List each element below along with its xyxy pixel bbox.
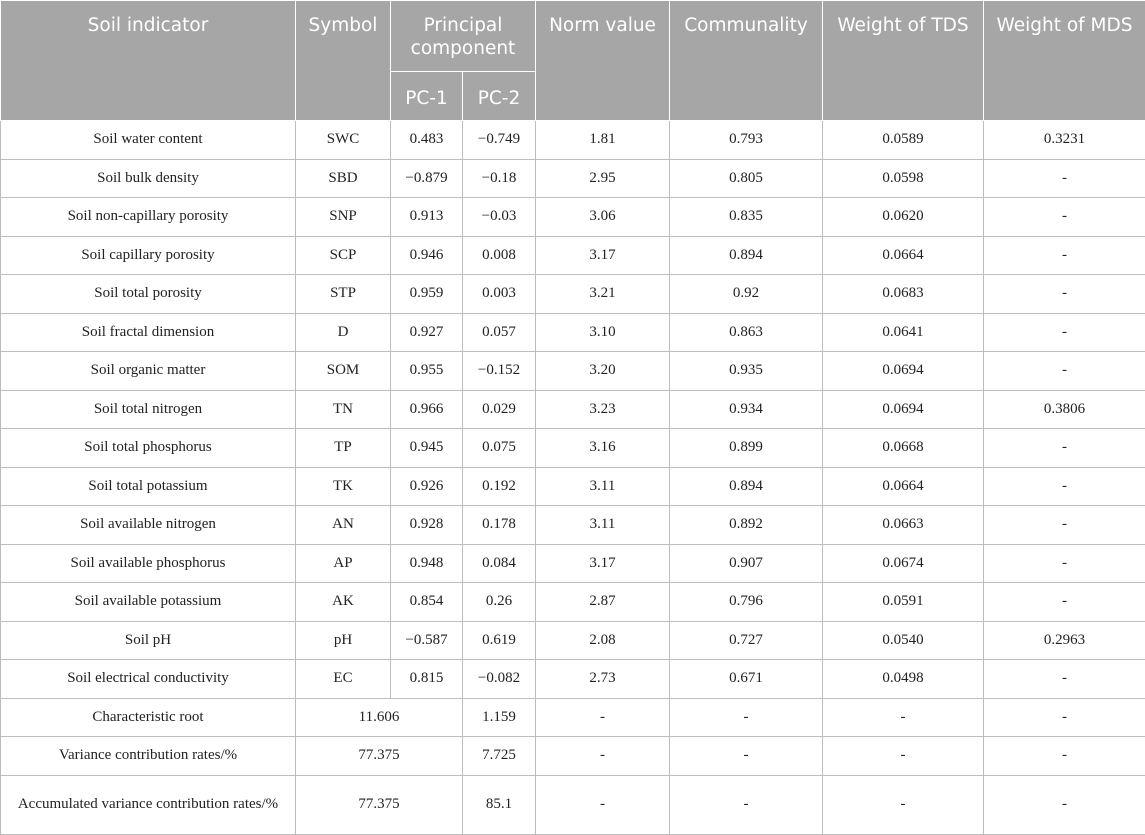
summary-label-cell: Accumulated variance contribution rates/% bbox=[1, 775, 296, 834]
summary-mds-cell: - bbox=[984, 775, 1145, 834]
table-row bbox=[1, 467, 1145, 506]
norm-value-cell: 3.06 bbox=[536, 198, 670, 237]
pc1-cell: 0.966 bbox=[391, 390, 463, 429]
summary-communality-cell: - bbox=[670, 775, 823, 834]
table-body bbox=[1, 121, 1145, 835]
indicator-cell: Soil capillary porosity bbox=[1, 236, 296, 275]
table-row bbox=[1, 275, 1145, 314]
summary-pc2-cell: 85.1 bbox=[463, 775, 536, 834]
header-principal-component: Principal component bbox=[391, 1, 536, 72]
weight-tds-cell: 0.0664 bbox=[823, 467, 984, 506]
communality-cell: 0.863 bbox=[670, 313, 823, 352]
norm-value-cell: 1.81 bbox=[536, 121, 670, 160]
pc2-cell: 0.619 bbox=[463, 621, 536, 660]
symbol-cell: SBD bbox=[296, 159, 391, 198]
norm-value-cell: 2.95 bbox=[536, 159, 670, 198]
weight-mds-cell: - bbox=[984, 660, 1145, 699]
weight-tds-cell: 0.0694 bbox=[823, 352, 984, 391]
indicator-cell: Soil fractal dimension bbox=[1, 313, 296, 352]
pc1-cell: 0.946 bbox=[391, 236, 463, 275]
summary-norm-cell: - bbox=[536, 737, 670, 776]
weight-tds-cell: 0.0620 bbox=[823, 198, 984, 237]
pc1-cell: 0.815 bbox=[391, 660, 463, 699]
pc1-cell: 0.854 bbox=[391, 583, 463, 622]
summary-norm-cell: - bbox=[536, 698, 670, 737]
pc1-cell: 0.945 bbox=[391, 429, 463, 468]
pc1-cell: 0.959 bbox=[391, 275, 463, 314]
weight-mds-cell: - bbox=[984, 467, 1145, 506]
norm-value-cell: 3.11 bbox=[536, 506, 670, 545]
summary-tds-cell: - bbox=[823, 775, 984, 834]
norm-value-cell: 3.10 bbox=[536, 313, 670, 352]
communality-cell: 0.935 bbox=[670, 352, 823, 391]
communality-cell: 0.835 bbox=[670, 198, 823, 237]
pc2-cell: 0.057 bbox=[463, 313, 536, 352]
header-soil-indicator: Soil indicator bbox=[1, 1, 296, 121]
pc2-cell: 0.003 bbox=[463, 275, 536, 314]
table-row bbox=[1, 313, 1145, 352]
summary-pc2-cell: 1.159 bbox=[463, 698, 536, 737]
pc2-cell: 0.008 bbox=[463, 236, 536, 275]
indicator-cell: Soil available potassium bbox=[1, 583, 296, 622]
pc2-cell: 0.26 bbox=[463, 583, 536, 622]
summary-norm-cell: - bbox=[536, 775, 670, 834]
pc1-cell: 0.913 bbox=[391, 198, 463, 237]
communality-cell: 0.805 bbox=[670, 159, 823, 198]
pc1-cell: 0.948 bbox=[391, 544, 463, 583]
norm-value-cell: 3.23 bbox=[536, 390, 670, 429]
symbol-cell: AN bbox=[296, 506, 391, 545]
pc1-cell: 0.955 bbox=[391, 352, 463, 391]
communality-cell: 0.894 bbox=[670, 467, 823, 506]
communality-cell: 0.793 bbox=[670, 121, 823, 160]
header-communality: Communality bbox=[670, 1, 823, 121]
indicator-cell: Soil total phosphorus bbox=[1, 429, 296, 468]
weight-tds-cell: 0.0668 bbox=[823, 429, 984, 468]
header-pc2: PC-2 bbox=[463, 72, 536, 121]
pc1-cell: −0.879 bbox=[391, 159, 463, 198]
header-weight-mds: Weight of MDS bbox=[984, 1, 1145, 121]
summary-pc1-cell: 77.375 bbox=[296, 775, 463, 834]
communality-cell: 0.796 bbox=[670, 583, 823, 622]
communality-cell: 0.907 bbox=[670, 544, 823, 583]
table-row bbox=[1, 236, 1145, 275]
table-row bbox=[1, 352, 1145, 391]
weight-mds-cell: - bbox=[984, 506, 1145, 545]
summary-tds-cell: - bbox=[823, 737, 984, 776]
pc1-cell: 0.483 bbox=[391, 121, 463, 160]
weight-mds-cell: - bbox=[984, 429, 1145, 468]
indicator-cell: Soil electrical conductivity bbox=[1, 660, 296, 699]
communality-cell: 0.92 bbox=[670, 275, 823, 314]
weight-tds-cell: 0.0641 bbox=[823, 313, 984, 352]
symbol-cell: SNP bbox=[296, 198, 391, 237]
communality-cell: 0.727 bbox=[670, 621, 823, 660]
table-row bbox=[1, 660, 1145, 699]
weight-mds-cell: 0.3806 bbox=[984, 390, 1145, 429]
weight-tds-cell: 0.0589 bbox=[823, 121, 984, 160]
weight-mds-cell: - bbox=[984, 313, 1145, 352]
norm-value-cell: 3.16 bbox=[536, 429, 670, 468]
summary-pc2-cell: 7.725 bbox=[463, 737, 536, 776]
symbol-cell: SCP bbox=[296, 236, 391, 275]
summary-row bbox=[1, 737, 1145, 776]
communality-cell: 0.671 bbox=[670, 660, 823, 699]
pc2-cell: 0.192 bbox=[463, 467, 536, 506]
summary-mds-cell: - bbox=[984, 737, 1145, 776]
header-norm-value: Norm value bbox=[536, 1, 670, 121]
indicator-cell: Soil pH bbox=[1, 621, 296, 660]
pc2-cell: −0.152 bbox=[463, 352, 536, 391]
weight-mds-cell: - bbox=[984, 198, 1145, 237]
indicator-cell: Soil total potassium bbox=[1, 467, 296, 506]
indicator-cell: Soil total porosity bbox=[1, 275, 296, 314]
pc2-cell: −0.03 bbox=[463, 198, 536, 237]
table-row bbox=[1, 390, 1145, 429]
communality-cell: 0.934 bbox=[670, 390, 823, 429]
weight-tds-cell: 0.0683 bbox=[823, 275, 984, 314]
weight-mds-cell: 0.2963 bbox=[984, 621, 1145, 660]
summary-row bbox=[1, 775, 1145, 834]
weight-tds-cell: 0.0498 bbox=[823, 660, 984, 699]
weight-mds-cell: - bbox=[984, 352, 1145, 391]
indicator-cell: Soil total nitrogen bbox=[1, 390, 296, 429]
pc2-cell: −0.18 bbox=[463, 159, 536, 198]
weight-mds-cell: - bbox=[984, 544, 1145, 583]
pc1-cell: 0.927 bbox=[391, 313, 463, 352]
weight-mds-cell: - bbox=[984, 236, 1145, 275]
header-symbol: Symbol bbox=[296, 1, 391, 121]
symbol-cell: SWC bbox=[296, 121, 391, 160]
weight-mds-cell: 0.3231 bbox=[984, 121, 1145, 160]
table-row bbox=[1, 159, 1145, 198]
pc1-cell: 0.926 bbox=[391, 467, 463, 506]
norm-value-cell: 3.11 bbox=[536, 467, 670, 506]
symbol-cell: SOM bbox=[296, 352, 391, 391]
weight-mds-cell: - bbox=[984, 275, 1145, 314]
summary-communality-cell: - bbox=[670, 737, 823, 776]
weight-tds-cell: 0.0591 bbox=[823, 583, 984, 622]
pc2-cell: 0.029 bbox=[463, 390, 536, 429]
pc2-cell: −0.749 bbox=[463, 121, 536, 160]
table-header bbox=[1, 1, 1145, 121]
symbol-cell: AP bbox=[296, 544, 391, 583]
summary-label-cell: Variance contribution rates/% bbox=[1, 737, 296, 776]
weight-tds-cell: 0.0663 bbox=[823, 506, 984, 545]
symbol-cell: AK bbox=[296, 583, 391, 622]
indicator-cell: Soil water content bbox=[1, 121, 296, 160]
header-weight-tds: Weight of TDS bbox=[823, 1, 984, 121]
norm-value-cell: 2.87 bbox=[536, 583, 670, 622]
symbol-cell: TP bbox=[296, 429, 391, 468]
communality-cell: 0.894 bbox=[670, 236, 823, 275]
weight-tds-cell: 0.0674 bbox=[823, 544, 984, 583]
summary-tds-cell: - bbox=[823, 698, 984, 737]
weight-tds-cell: 0.0540 bbox=[823, 621, 984, 660]
pc1-cell: 0.928 bbox=[391, 506, 463, 545]
summary-pc1-cell: 11.606 bbox=[296, 698, 463, 737]
norm-value-cell: 3.21 bbox=[536, 275, 670, 314]
communality-cell: 0.899 bbox=[670, 429, 823, 468]
weight-tds-cell: 0.0694 bbox=[823, 390, 984, 429]
pc1-cell: −0.587 bbox=[391, 621, 463, 660]
symbol-cell: TN bbox=[296, 390, 391, 429]
summary-label-cell: Characteristic root bbox=[1, 698, 296, 737]
symbol-cell: STP bbox=[296, 275, 391, 314]
indicator-cell: Soil organic matter bbox=[1, 352, 296, 391]
symbol-cell: TK bbox=[296, 467, 391, 506]
summary-pc1-cell: 77.375 bbox=[296, 737, 463, 776]
summary-row bbox=[1, 698, 1145, 737]
indicator-cell: Soil available nitrogen bbox=[1, 506, 296, 545]
norm-value-cell: 2.73 bbox=[536, 660, 670, 699]
pc2-cell: 0.084 bbox=[463, 544, 536, 583]
table-row bbox=[1, 583, 1145, 622]
table-row bbox=[1, 506, 1145, 545]
header-pc1: PC-1 bbox=[391, 72, 463, 121]
indicator-cell: Soil bulk density bbox=[1, 159, 296, 198]
indicator-cell: Soil non-capillary porosity bbox=[1, 198, 296, 237]
pc2-cell: 0.178 bbox=[463, 506, 536, 545]
norm-value-cell: 2.08 bbox=[536, 621, 670, 660]
indicator-cell: Soil available phosphorus bbox=[1, 544, 296, 583]
symbol-cell: D bbox=[296, 313, 391, 352]
symbol-cell: EC bbox=[296, 660, 391, 699]
communality-cell: 0.892 bbox=[670, 506, 823, 545]
summary-communality-cell: - bbox=[670, 698, 823, 737]
weight-mds-cell: - bbox=[984, 583, 1145, 622]
norm-value-cell: 3.17 bbox=[536, 236, 670, 275]
table-row bbox=[1, 544, 1145, 583]
weight-tds-cell: 0.0664 bbox=[823, 236, 984, 275]
norm-value-cell: 3.20 bbox=[536, 352, 670, 391]
weight-mds-cell: - bbox=[984, 159, 1145, 198]
symbol-cell: pH bbox=[296, 621, 391, 660]
table-row bbox=[1, 198, 1145, 237]
summary-mds-cell: - bbox=[984, 698, 1145, 737]
table-row bbox=[1, 429, 1145, 468]
pc2-cell: −0.082 bbox=[463, 660, 536, 699]
weight-tds-cell: 0.0598 bbox=[823, 159, 984, 198]
pc2-cell: 0.075 bbox=[463, 429, 536, 468]
table-row bbox=[1, 621, 1145, 660]
norm-value-cell: 3.17 bbox=[536, 544, 670, 583]
table-row bbox=[1, 121, 1145, 160]
